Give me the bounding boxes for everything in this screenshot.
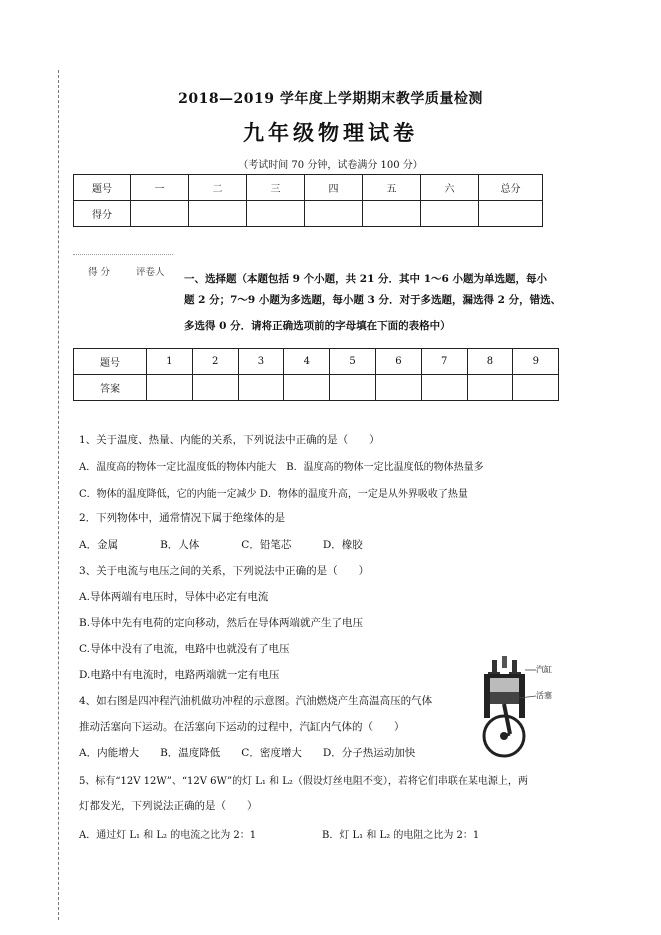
answer-cell[interactable] bbox=[513, 375, 559, 401]
question-2-stem: 2．下列物体中，通常情况下属于绝缘体的是 bbox=[79, 512, 286, 524]
question-5-stem: 5、标有“12V 12W”、“12V 6W”的灯 L₁ 和 L₂（假设灯丝电阻不变），若将它们串联在某电源上，两 bbox=[79, 776, 528, 787]
score-header-cell: 二 bbox=[189, 175, 247, 201]
score-cell[interactable] bbox=[421, 201, 479, 227]
score-header-cell: 五 bbox=[363, 175, 421, 201]
score-table bbox=[73, 174, 543, 227]
score-table-score-row bbox=[74, 201, 543, 227]
grader-score-label: 得 分 bbox=[88, 267, 111, 278]
answer-cell[interactable] bbox=[192, 375, 238, 401]
question-1-options-cd: C．物体的温度降低，它的内能一定减少 D．物体的温度升高，一定是从外界吸收了热量 bbox=[79, 489, 468, 500]
question-number-cell: 1 bbox=[147, 349, 193, 375]
exam-title: 九年级物理试卷 bbox=[243, 120, 418, 145]
question-3-option-a: A.导体两端有电压时，导体中必定有电流 bbox=[79, 591, 269, 603]
question-3-option-d: D.电路中有电流时，电路两端就一定有电压 bbox=[79, 669, 280, 681]
section-one-line: 题 2 分；7～9 小题为多选题，每小题 3 分．对于多选题，漏选得 2 分，错选、 bbox=[184, 294, 562, 306]
answer-cell[interactable] bbox=[467, 375, 513, 401]
figure-label-cylinder: 汽缸 bbox=[536, 665, 552, 674]
score-cell[interactable] bbox=[189, 201, 247, 227]
answer-cell[interactable] bbox=[238, 375, 284, 401]
question-4-options: A．内能增大 B．温度降低 C．密度增大 D．分子热运动加快 bbox=[79, 747, 416, 759]
question-1-options-ab: A．温度高的物体一定比温度低的物体内能大 B．温度高的物体一定比温度低的物体热量多 bbox=[79, 462, 484, 473]
question-2-options: A．金属 B．人体 C．铅笔芯 D．橡胶 bbox=[79, 539, 363, 551]
question-number-cell: 4 bbox=[284, 349, 330, 375]
score-header-cell: 三 bbox=[247, 175, 305, 201]
figure-label-piston: 活塞 bbox=[536, 691, 552, 700]
question-3-option-c: C.导体中没有了电流，电路中也就没有了电压 bbox=[79, 643, 290, 655]
score-row-label: 得分 bbox=[74, 201, 131, 227]
score-header-cell: 总分 bbox=[479, 175, 543, 201]
answer-table bbox=[73, 348, 559, 401]
score-table-header-row bbox=[74, 175, 543, 201]
answer-cell[interactable] bbox=[284, 375, 330, 401]
binding-dashed-line bbox=[58, 70, 59, 920]
question-4-stem: 4、如右图是四冲程汽油机做功冲程的示意图。汽油燃烧产生高温高压的气体 bbox=[79, 695, 433, 707]
question-number-cell: 8 bbox=[467, 349, 513, 375]
answer-table-answer-row bbox=[74, 375, 559, 401]
exam-info: （考试时间 70 分钟，试卷满分 100 分） bbox=[238, 160, 423, 171]
question-1-stem: 1、关于温度、热量、内能的关系，下列说法中正确的是（ ） bbox=[79, 434, 380, 446]
answer-cell[interactable] bbox=[375, 375, 421, 401]
question-number-cell: 9 bbox=[513, 349, 559, 375]
score-cell[interactable] bbox=[131, 201, 189, 227]
answer-row-label: 答案 bbox=[74, 375, 147, 401]
section-one-line: 一、选择题（本题包括 9 个小题，共 21 分．其中 1～6 小题为单选题，每小 bbox=[184, 273, 547, 285]
score-cell[interactable] bbox=[363, 201, 421, 227]
question-5-stem-continued: 灯都发光，下列说法正确的是（ ） bbox=[79, 800, 258, 812]
score-cell[interactable] bbox=[305, 201, 363, 227]
question-number-cell: 3 bbox=[238, 349, 284, 375]
score-cell[interactable] bbox=[479, 201, 543, 227]
score-header-cell: 四 bbox=[305, 175, 363, 201]
question-number-cell: 5 bbox=[330, 349, 376, 375]
question-number-cell: 2 bbox=[192, 349, 238, 375]
score-header-cell: 题号 bbox=[74, 175, 131, 201]
grader-name-label: 评卷人 bbox=[136, 267, 165, 278]
answer-header-label: 题号 bbox=[74, 349, 147, 375]
question-4-stem-continued: 推动活塞向下运动。在活塞向下运动的过程中，汽缸内气体的（ ） bbox=[79, 721, 405, 733]
question-number-cell: 6 bbox=[375, 349, 421, 375]
question-5-option-a: A．通过灯 L₁ 和 L₂ 的电流之比为 2：1 bbox=[79, 830, 257, 841]
question-number-cell: 7 bbox=[421, 349, 467, 375]
engine-figure bbox=[476, 656, 558, 762]
score-cell[interactable] bbox=[247, 201, 305, 227]
answer-table-number-row bbox=[74, 349, 559, 375]
section-one-instructions bbox=[184, 266, 584, 292]
grader-divider bbox=[73, 254, 173, 255]
score-header-cell: 一 bbox=[131, 175, 189, 201]
question-3-option-b: B.导体中先有电荷的定向移动，然后在导体两端就产生了电压 bbox=[79, 617, 364, 629]
score-header-cell: 六 bbox=[421, 175, 479, 201]
question-3-stem: 3、关于电流与电压之间的关系，下列说法中正确的是（ ） bbox=[79, 565, 370, 577]
answer-cell[interactable] bbox=[147, 375, 193, 401]
question-5-option-b: B．灯 L₁ 和 L₂ 的电阻之比为 2：1 bbox=[322, 830, 480, 841]
answer-cell[interactable] bbox=[330, 375, 376, 401]
answer-cell[interactable] bbox=[421, 375, 467, 401]
section-one-line: 多选得 0 分．请将正确选项前的字母填在下面的表格中） bbox=[184, 320, 451, 332]
school-year-title: 2018—2019 学年度上学期期末教学质量检测 bbox=[178, 91, 483, 107]
